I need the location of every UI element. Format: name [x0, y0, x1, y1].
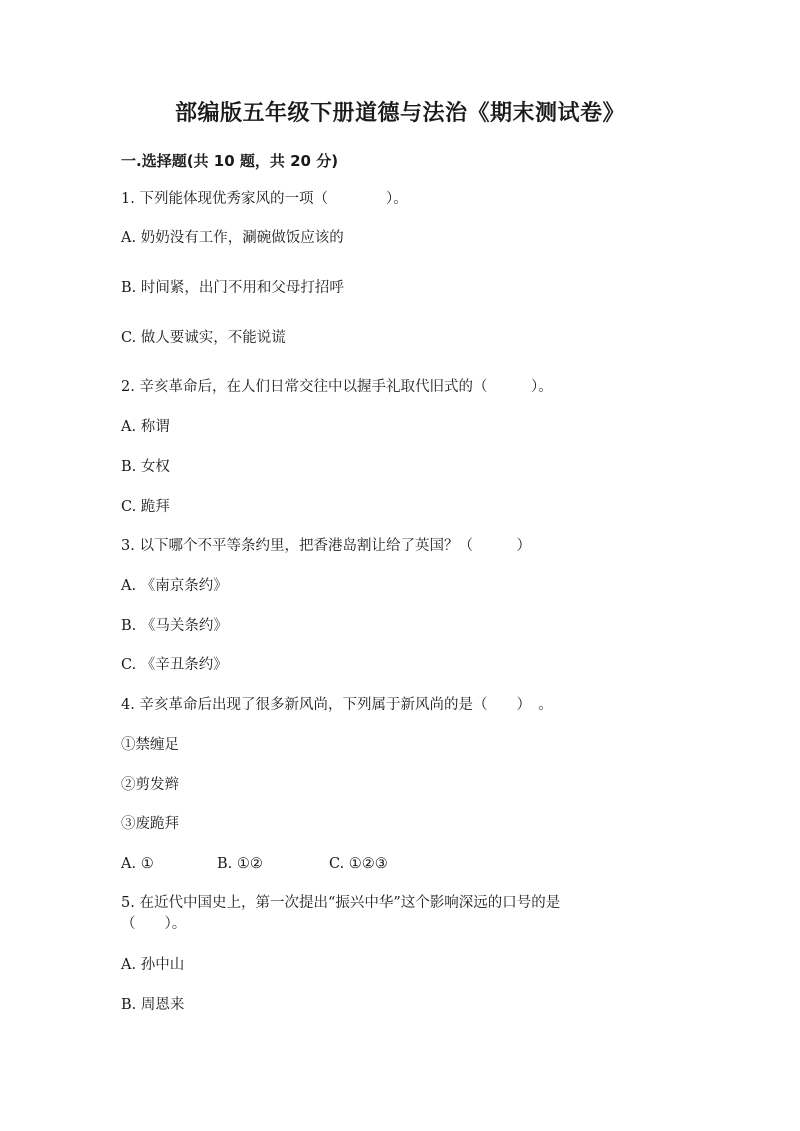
question-3-option-c: C. 《辛丑条约》 — [121, 657, 228, 673]
question-4-item-3: ③废跪拜 — [121, 816, 179, 832]
question-2-stem: 2. 辛亥革命后，在人们日常交往中以握手礼取代旧式的（ ）。 — [121, 379, 553, 395]
question-1-option-b: B. 时间紧，出门不用和父母打招呼 — [121, 280, 344, 296]
question-5-option-a: A. 孙中山 — [121, 957, 185, 973]
page-title: 部编版五年级下册道德与法治《期末测试卷》 — [174, 101, 625, 126]
question-1-option-a: A. 奶奶没有工作，涮碗做饭应该的 — [121, 230, 344, 246]
question-1-stem: 1. 下列能体现优秀家风的一项（ ）。 — [121, 191, 408, 207]
question-5-option-b: B. 周恩来 — [121, 997, 185, 1013]
question-2-option-a: A. 称谓 — [121, 419, 170, 435]
question-4-option-a: A. ① — [121, 856, 154, 872]
question-4-item-2: ②剪发辫 — [121, 777, 179, 793]
question-4-stem: 4. 辛亥革命后出现了很多新风尚，下列属于新风尚的是（ ） 。 — [121, 697, 553, 713]
question-3-option-b: B. 《马关条约》 — [121, 618, 228, 634]
question-4-option-b: B. ①② — [217, 856, 263, 872]
question-1-option-c: C. 做人要诚实，不能说谎 — [121, 330, 286, 346]
question-3-stem: 3. 以下哪个不平等条约里，把香港岛割让给了英国？（ ） — [121, 538, 531, 554]
question-4-option-c: C. ①②③ — [329, 856, 388, 872]
question-5-stem-line-1: 5. 在近代中国史上，第一次提出“振兴中华”这个影响深远的口号的是 — [121, 895, 561, 911]
question-5-stem-line-2: （ ）。 — [121, 916, 187, 932]
question-2-option-c: C. 跪拜 — [121, 499, 170, 515]
question-2-option-b: B. 女权 — [121, 459, 170, 475]
question-3-option-a: A. 《南京条约》 — [121, 578, 228, 594]
question-4-item-1: ①禁缠足 — [121, 737, 179, 753]
section-heading: 一.选择题(共 10 题，共 20 分) — [121, 152, 339, 170]
